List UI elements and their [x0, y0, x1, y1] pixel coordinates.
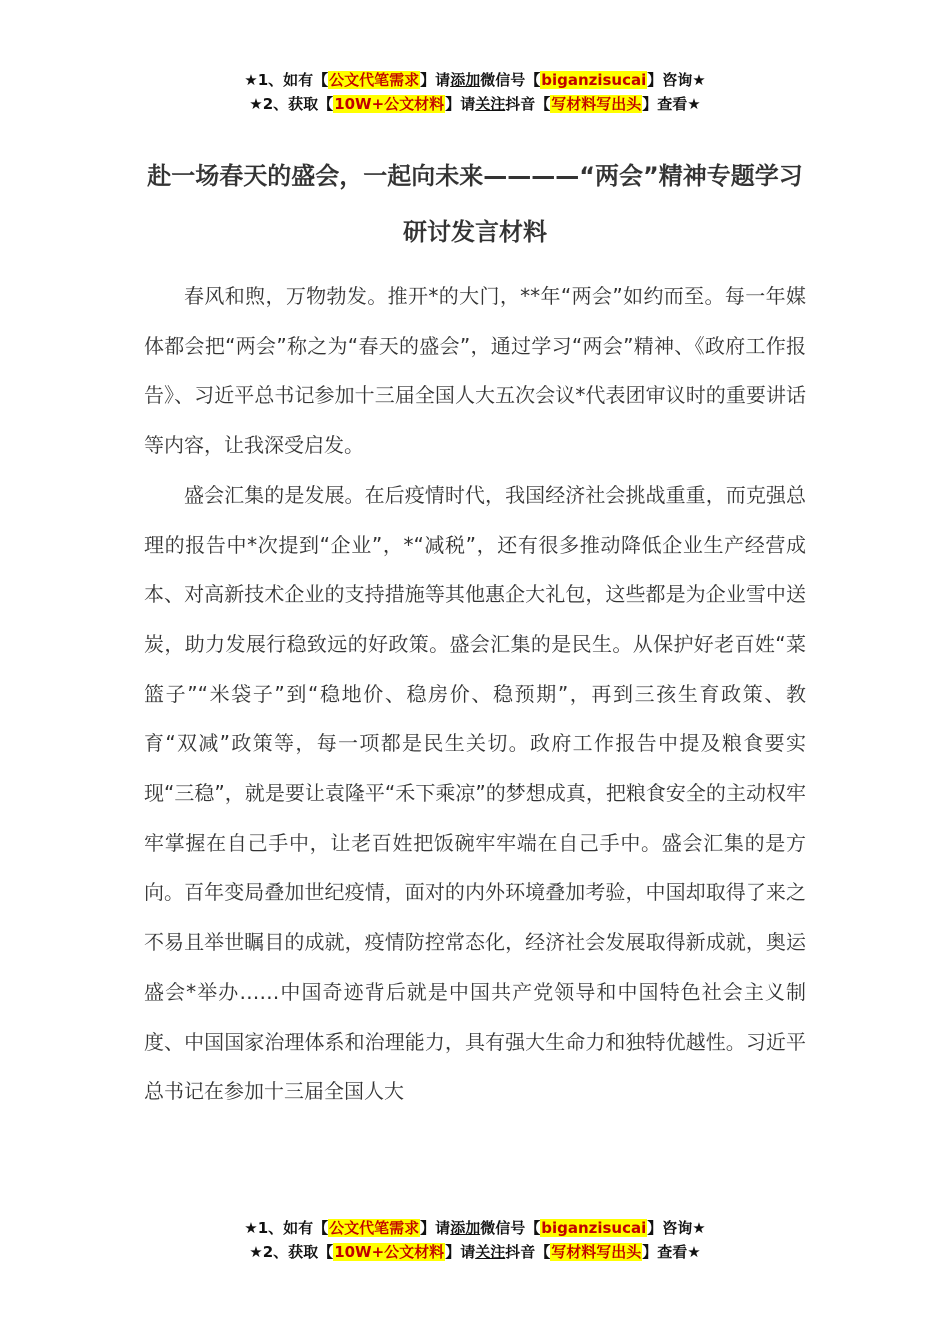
highlight-wechat-id: biganzisucai [541, 71, 647, 89]
highlight-service: 公文代笔需求 [329, 1219, 420, 1237]
paragraph: 春风和煦，万物勃发。推开*的大门，**年“两会”如约而至。每一年媒体都会把“两会”称之为“春天的盛会”，通过学习“两会”精神、《政府工作报告》、习近平总书记参加十三届全国人大五次会议*代表团审议时的重要讲话等内容，让我深受启发。 [144, 284, 806, 458]
banner-line-1: ★1、如有【公文代笔需求】请添加微信号【biganzisucai】咨询★ [244, 1219, 706, 1237]
highlight-materials: 10W+公文材料 [334, 1243, 445, 1261]
highlight-douyin: 写材料写出头 [551, 95, 642, 113]
highlight-douyin: 写材料写出头 [551, 1243, 642, 1261]
highlight-wechat-id: biganzisucai [541, 1219, 647, 1237]
footer-banner [0, 1216, 950, 1264]
banner-line-2: ★2、获取【10W+公文材料】请关注抖音【写材料写出头】查看★ [249, 1243, 701, 1261]
header-banner [0, 68, 950, 116]
banner-line-1: ★1、如有【公文代笔需求】请添加微信号【biganzisucai】咨询★ [244, 71, 706, 89]
paragraph: 盛会汇集的是发展。在后疫情时代，我国经济社会挑战重重，而克强总理的报告中*次提到“企业”，*“减税”，还有很多推动降低企业生产经营成本、对高新技术企业的支持措施等其他惠企大礼包，这些都是为企业雪中送炭，助力发展行稳致远的好政策。盛会汇集的是民生。从保护好老百姓“菜篮子”“米袋子”到“稳地价、稳房价、稳预期”，再到三孩生育政策、教育“双减”政策等，每一项都是民生关切。政府工作报告中提及粮食要实现“三稳”，就是要让袁隆平“禾下乘凉”的梦想成真，把粮食安全的主动权牢牢掌握在自己手中，让老百姓把饭碗牢牢端在自己手中。盛会汇集的是方向。百年变局叠加世纪疫情，面对的内外环境叠加考验，中国却取得了来之不易且举世瞩目的成就，疫情防控常态化，经济社会发展取得新成就，奥运盛会*举办……中国奇迹背后就是中国共产党领导和中国特色社会主义制度、中国国家治理体系和治理能力，具有强大生命力和独特优越性。习近平总书记在参加十三届全国人大 [144, 482, 806, 1104]
highlight-service: 公文代笔需求 [329, 71, 420, 89]
document-title: 赴一场春天的盛会，一起向未来————“两会”精神专题学习研讨发言材料 [147, 162, 803, 246]
highlight-materials: 10W+公文材料 [334, 95, 445, 113]
document-body [144, 272, 806, 1117]
banner-line-2: ★2、获取【10W+公文材料】请关注抖音【写材料写出头】查看★ [249, 95, 701, 113]
